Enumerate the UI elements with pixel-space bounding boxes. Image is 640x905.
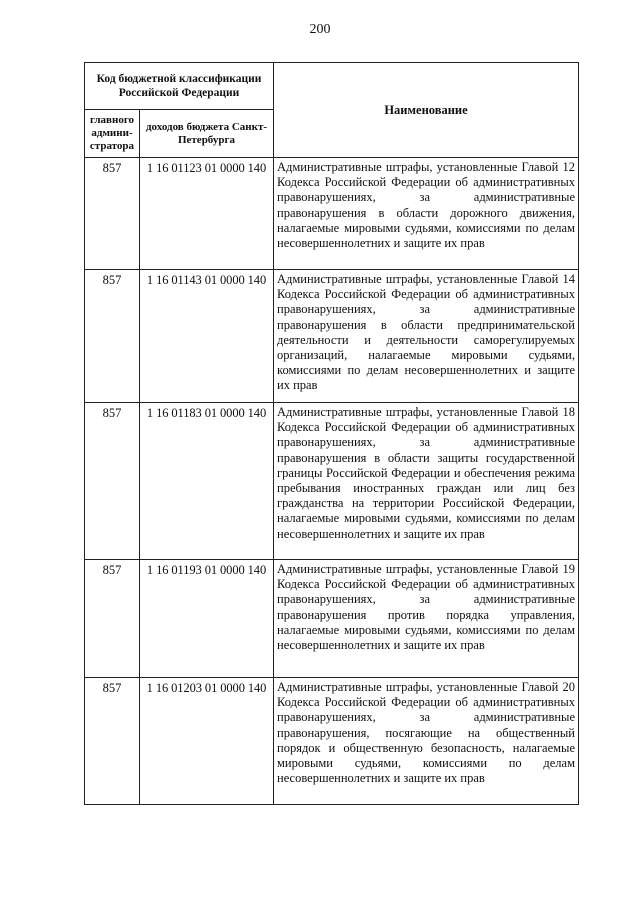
budget-code-table <box>84 62 579 805</box>
admin-code-cell: 857 <box>85 158 140 270</box>
table-row <box>85 678 579 805</box>
revenue-code-cell: 1 16 01203 01 0000 140 <box>140 678 274 805</box>
header-revenue: доходов бюджета Санкт-Петербурга <box>140 110 274 158</box>
revenue-name-cell: Административные штрафы, установленные Главой 12 Кодекса Российской Федерации об административных правонарушениях, за административные правонарушения в области дорожного движения, налагаемые мировыми судьями, комиссиями по делам несовершеннолетних и защите их прав <box>274 158 579 270</box>
header-row-top <box>85 63 579 110</box>
header-name: Наименование <box>274 63 579 158</box>
header-admin: главного админи-стратора <box>85 110 140 158</box>
revenue-name-cell: Административные штрафы, установленные Главой 20 Кодекса Российской Федерации об административных правонарушениях, за административные правонарушения, посягающие на общественный порядок и общественную безопасность, налагаемые мировыми судьями, комиссиями по делам несовершеннолетних и защите их прав <box>274 678 579 805</box>
table-row <box>85 560 579 678</box>
page-number: 200 <box>309 22 331 37</box>
header-code-group: Код бюджетной классификации Российской Федерации <box>85 63 274 110</box>
admin-code-cell: 857 <box>85 678 140 805</box>
table-row <box>85 158 579 270</box>
revenue-name-cell: Административные штрафы, установленные Главой 18 Кодекса Российской Федерации об административных правонарушениях, за административные правонарушения в области защиты государственной границы Российской Федерации и обеспечения режима пребывания иностранных граждан или лиц без гражданства на территории Российской Федерации, налагаемые мировыми судьями, комиссиями по делам несовершеннолетних и защите их прав <box>274 403 579 560</box>
revenue-name-cell: Административные штрафы, установленные Главой 14 Кодекса Российской Федерации об административных правонарушениях, за административные правонарушения в области предпринимательской деятельности и деятельности саморегулируемых организаций, налагаемые мировыми судьями, комиссиями по делам несовершеннолетних и защите их прав <box>274 270 579 403</box>
revenue-code-cell: 1 16 01183 01 0000 140 <box>140 403 274 560</box>
admin-code-cell: 857 <box>85 560 140 678</box>
table-row <box>85 403 579 560</box>
revenue-code-cell: 1 16 01143 01 0000 140 <box>140 270 274 403</box>
admin-code-cell: 857 <box>85 270 140 403</box>
admin-code-cell: 857 <box>85 403 140 560</box>
table-row <box>85 270 579 403</box>
revenue-code-cell: 1 16 01193 01 0000 140 <box>140 560 274 678</box>
revenue-name-cell: Административные штрафы, установленные Главой 19 Кодекса Российской Федерации об административных правонарушениях, за административные правонарушения против порядка управления, налагаемые мировыми судьями, комиссиями по делам несовершеннолетних и защите их прав <box>274 560 579 678</box>
revenue-code-cell: 1 16 01123 01 0000 140 <box>140 158 274 270</box>
